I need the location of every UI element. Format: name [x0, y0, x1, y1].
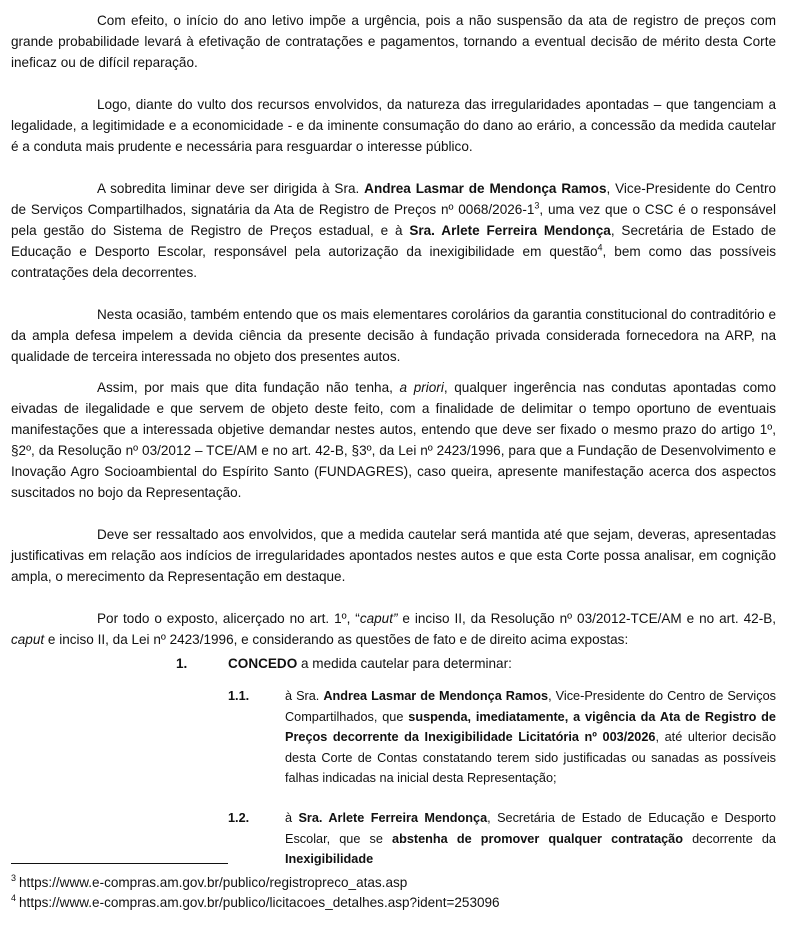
- paragraph-contradictory: Nesta ocasião, também entendo que os mais elementares corolários da garantia constitucional do contraditório e da ampla defesa impelem a devida ciência da presente decisão à fundação privada considerada fornecedora na ARP, na qualidade de terceira interessada no objeto dos presentes autos.: [11, 307, 776, 364]
- paragraph-urgency: Com efeito, o início do ano letivo impõe a urgência, pois a não suspensão da ata de registro de preços com grande probabilidade levará à efetivação de contratações e pagamentos, tornando a eventual decisão de mérito desta Corte ineficaz ou de difícil reparação.: [11, 13, 776, 70]
- subitem-number: 1.1.: [228, 689, 250, 703]
- paragraph-conclusion: Por todo o exposto, alicerçado no art. 1º, “caput” e inciso II, da Resolução nº 03/2012-TCE/AM e no art. 42-B, caput e inciso II, da Lei nº 2423/1996, e considerando as questões de fato e de direito acima expostas:: [11, 611, 776, 647]
- footnote-separator: [11, 863, 228, 864]
- item-text: CONCEDO a medida cautelar para determinar:: [228, 656, 512, 671]
- paragraph-maintenance: Deve ser ressaltado aos envolvidos, que a medida cautelar será mantida até que sejam, deveras, apresentadas justificativas em relação aos indícios de irregularidades apontados nestes autos e que esta Corte possa analisar, em cognição ampla, o merecimento da Representação em destaque.: [11, 527, 776, 584]
- footnote-3: [11, 874, 407, 892]
- footnote-ref-3[interactable]: 3: [534, 200, 540, 211]
- name-andrea: Andrea Lasmar de Mendonça Ramos: [364, 181, 607, 196]
- document-body: [11, 10, 776, 650]
- name-arlete: Sra. Arlete Ferreira Mendonça: [409, 223, 611, 238]
- subitem-text: à Sra. Andrea Lasmar de Mendonça Ramos, Vice-Presidente do Centro de Serviços Compartilhados, que suspenda, imediatamente, a vigência da Ata de Registro de Preços decorrente da Inexigibilidade Licitatória nº 003/2026, até ulterior decisão desta Corte de Contas constatando terem sido justificadas ou sanadas as possíveis falhas indicadas na inicial desta Representação;: [285, 689, 776, 785]
- subitem-number: 1.2.: [228, 811, 250, 825]
- footnote-mark: 3: [11, 873, 17, 883]
- paragraph-cautelar-justification: Logo, diante do vulto dos recursos envolvidos, da natureza das irregularidades apontadas – que tangenciam a legalidade, a legitimidade e a economicidade - e da iminente consumação do dano ao erário, a concessão da medida cautelar é a conduta mais prudente e necessária para resguardar o interesse público.: [11, 97, 776, 154]
- item-number: 1.: [176, 656, 188, 671]
- footnote-ref-4[interactable]: 4: [597, 242, 603, 253]
- footnote-link[interactable]: https://www.e-compras.am.gov.br/publico/licitacoes_detalhes.asp?ident=253096: [19, 895, 500, 910]
- paragraph-addressees: A sobredita liminar deve ser dirigida à Sra. Andrea Lasmar de Mendonça Ramos, Vice-Presidente do Centro de Serviços Compartilhados, signatária da Ata de Registro de Preços nº $0068/2026-1^3$, uma vez que o CSC é o responsável pela gestão do Sistema de Registro de Preços estadual, e à Sra. Arlete Ferreira Mendonça, Secretária de Estado de Educação e Desporto Escolar, responsável pela autorização da inexigibilidade em questão$^4$, bem como das possíveis contratações dela decorrentes.: [11, 181, 776, 280]
- paragraph-foundation: Assim, por mais que dita fundação não tenha, a priori, qualquer ingerência nas condutas apontadas como eivadas de ilegalidade e que servem de objeto deste feito, com a finalidade de delimitar o tempo oportuno de eventuais manifestações que a interessada objetive demandar nestes autos, entendo que deve ser fixado o mesmo prazo do artigo 1º, §2º, da Resolução nº 03/2012 – TCE/AM e no art. 42-B, §3º, da Lei nº 2423/1996, para que a Fundação de Desenvolvimento e Inovação Agro Socioambiental do Espírito Santo (FUNDAGRES), caso queira, apresente manifestação acerca dos aspectos suscitados no bojo da Representação.: [11, 380, 777, 500]
- subitem-text: à Sra. Arlete Ferreira Mendonça, Secretária de Estado de Educação e Desporto Escolar, que se abstenha de promover qualquer contratação decorrente da Inexigibilidade: [285, 811, 776, 866]
- footnote-mark: 4: [11, 893, 17, 903]
- footnote-link[interactable]: https://www.e-compras.am.gov.br/publico/registropreco_atas.asp: [19, 875, 408, 890]
- footnote-4: [11, 894, 500, 912]
